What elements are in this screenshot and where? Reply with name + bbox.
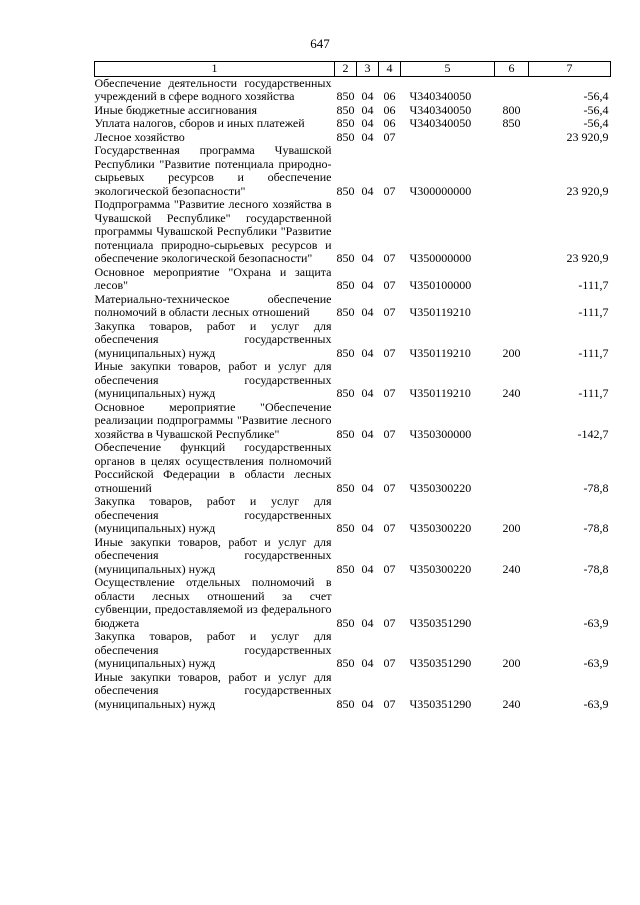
row-name: Обеспечение деятельности государственных учреждений в сфере водного хозяйства bbox=[94, 75, 332, 103]
row-article-code: Ч350100000 bbox=[409, 278, 472, 292]
row-sum: -56,4 bbox=[583, 102, 609, 117]
row-name: Подпрограмма "Развитие лесного хозяйства в Чувашской Республике" государственной программы Чувашской Республики "Развитие потенциала природно-сырьевых ресурсов и обеспечение экологической безопасности" bbox=[94, 197, 332, 265]
table-row bbox=[95, 144, 611, 198]
row-name: Иные закупки товаров, работ и услуг для обеспечения государственных (муниципальных) нужд bbox=[94, 359, 332, 400]
row-article-code: Ч350351290 bbox=[409, 696, 472, 711]
row-sum: -142,7 bbox=[577, 426, 609, 441]
row-sum: -111,7 bbox=[578, 386, 609, 400]
row-subsection-code: 07 bbox=[383, 129, 396, 144]
row-sum: -63,9 bbox=[583, 615, 609, 630]
row-section-code: 04 bbox=[361, 305, 374, 319]
row-expense-type: 200 bbox=[502, 521, 521, 535]
row-name: Иные бюджетные ассигнования bbox=[94, 102, 257, 117]
row-sum: -78,8 bbox=[583, 521, 609, 535]
row-expense-type: 240 bbox=[502, 386, 521, 400]
row-expense-type: 800 bbox=[502, 102, 521, 117]
row-ministry-code: 850 bbox=[336, 183, 355, 198]
row-ministry-code: 850 bbox=[336, 615, 355, 630]
row-subsection-code: 06 bbox=[383, 102, 396, 117]
row-subsection-code: 07 bbox=[383, 386, 396, 400]
row-ministry-code: 850 bbox=[336, 656, 355, 670]
row-expense-type bbox=[495, 76, 529, 104]
row-subsection-code: 07 bbox=[383, 615, 396, 630]
row-expense-type: 240 bbox=[502, 561, 521, 576]
header-col-3: 3 bbox=[357, 62, 379, 77]
row-article-code: Ч340340050 bbox=[409, 116, 472, 130]
row-name: Иные закупки товаров, работ и услуг для обеспечения государственных (муниципальных) нужд bbox=[94, 534, 332, 576]
row-name: Иные закупки товаров, работ и услуг для обеспечения государственных (муниципальных) нужд bbox=[94, 669, 332, 711]
header-col-1: 1 bbox=[95, 62, 335, 77]
row-ministry-code: 850 bbox=[336, 480, 355, 495]
table-row bbox=[95, 495, 611, 536]
row-name: Государственная программа Чувашской Республики "Развитие потенциала природно-сырьевых ресурсов и обеспечение экологической безопасности" bbox=[94, 143, 332, 198]
row-article-code: Ч350119210 bbox=[409, 305, 471, 319]
row-subsection-code: 07 bbox=[383, 426, 396, 441]
row-section-code: 04 bbox=[361, 102, 374, 117]
row-ministry-code: 850 bbox=[336, 89, 355, 103]
row-subsection-code: 07 bbox=[383, 561, 396, 576]
row-subsection-code: 07 bbox=[383, 656, 396, 670]
row-name: Закупка товаров, работ и услуг для обеспечения государственных (муниципальных) нужд bbox=[94, 629, 332, 670]
table-row bbox=[95, 131, 611, 145]
row-article-code: Ч300000000 bbox=[409, 183, 472, 198]
header-col-7: 7 bbox=[529, 62, 611, 77]
row-article-code: Ч350119210 bbox=[409, 386, 471, 400]
table-row bbox=[95, 320, 611, 361]
page-number: 647 bbox=[310, 36, 330, 51]
row-name: Основное мероприятие "Обеспечение реализации подпрограммы "Развитие лесного хозяйства в Чувашской Республике" bbox=[94, 399, 332, 441]
row-section-code: 04 bbox=[361, 89, 374, 103]
table-row bbox=[95, 576, 611, 630]
table-row bbox=[95, 536, 611, 577]
row-subsection-code: 07 bbox=[383, 183, 396, 198]
header-col-6: 6 bbox=[495, 62, 529, 77]
row-article-code: Ч350300220 bbox=[409, 480, 472, 495]
row-article-code: Ч350300220 bbox=[409, 561, 472, 576]
row-section-code: 04 bbox=[361, 521, 374, 535]
row-subsection-code: 07 bbox=[383, 251, 396, 265]
row-article-code: Ч350300000 bbox=[409, 426, 472, 441]
row-sum: -63,9 bbox=[583, 696, 609, 711]
row-sum: 23 920,9 bbox=[566, 129, 609, 144]
row-name: Лесное хозяйство bbox=[94, 129, 185, 144]
row-article-code: Ч350351290 bbox=[409, 656, 472, 670]
row-sum: 23 920,9 bbox=[566, 251, 609, 265]
row-sum: -56,4 bbox=[583, 116, 609, 130]
row-expense-type bbox=[495, 266, 529, 293]
row-section-code: 04 bbox=[361, 116, 374, 130]
row-ministry-code: 850 bbox=[336, 345, 355, 360]
row-name: Уплата налогов, сборов и иных платежей bbox=[94, 116, 305, 130]
row-section-code: 04 bbox=[361, 251, 374, 265]
table-row bbox=[95, 401, 611, 442]
row-subsection-code: 07 bbox=[383, 278, 396, 292]
row-ministry-code: 850 bbox=[336, 386, 355, 400]
row-sum: -63,9 bbox=[583, 656, 609, 670]
row-section-code: 04 bbox=[361, 615, 374, 630]
row-section-code: 04 bbox=[361, 426, 374, 441]
row-article-code: Ч350119210 bbox=[409, 345, 471, 360]
header-col-5: 5 bbox=[401, 62, 495, 77]
row-article-code: Ч350300220 bbox=[409, 521, 472, 535]
row-expense-type: 850 bbox=[502, 116, 521, 130]
row-name: Осуществление отдельных полномочий в области лесных отношений за счет субвенции, предоставляемой из федерального бюджета bbox=[94, 575, 332, 630]
row-ministry-code: 850 bbox=[336, 561, 355, 576]
row-subsection-code: 07 bbox=[383, 521, 396, 535]
row-section-code: 04 bbox=[361, 183, 374, 198]
row-sum: -111,7 bbox=[578, 345, 609, 360]
row-subsection-code: 07 bbox=[383, 345, 396, 360]
table-row bbox=[95, 198, 611, 266]
row-section-code: 04 bbox=[361, 696, 374, 711]
table-row bbox=[95, 293, 611, 320]
row-ministry-code: 850 bbox=[336, 251, 355, 265]
table-row bbox=[95, 117, 611, 131]
table-row bbox=[95, 266, 611, 293]
row-article-code: Ч350351290 bbox=[409, 615, 472, 630]
budget-table bbox=[94, 61, 611, 711]
row-section-code: 04 bbox=[361, 278, 374, 292]
row-name: Материально-техническое обеспечение полномочий в области лесных отношений bbox=[94, 291, 332, 319]
row-section-code: 04 bbox=[361, 345, 374, 360]
row-subsection-code: 06 bbox=[383, 116, 396, 130]
row-ministry-code: 850 bbox=[336, 278, 355, 292]
table-header-row bbox=[95, 62, 611, 77]
row-expense-type: 200 bbox=[502, 656, 521, 670]
row-expense-type bbox=[495, 198, 529, 266]
row-name: Основное мероприятие "Охрана и защита лесов" bbox=[94, 264, 332, 292]
row-sum: -111,7 bbox=[578, 278, 609, 292]
table-row bbox=[95, 441, 611, 495]
row-subsection-code: 07 bbox=[383, 480, 396, 495]
row-ministry-code: 850 bbox=[336, 426, 355, 441]
row-section-code: 04 bbox=[361, 386, 374, 400]
row-name: Обеспечение функций государственных органов в целях осуществления полномочий Российской Федерации в области лесных отношений bbox=[94, 440, 332, 495]
row-name: Закупка товаров, работ и услуг для обеспечения государственных (муниципальных) нужд bbox=[94, 318, 332, 360]
table-row bbox=[95, 104, 611, 118]
row-article-code: Ч350000000 bbox=[409, 251, 472, 265]
row-expense-type: 240 bbox=[502, 696, 521, 711]
row-sum: -78,8 bbox=[583, 561, 609, 576]
row-expense-type bbox=[495, 293, 529, 320]
row-sum: -78,8 bbox=[583, 480, 609, 495]
row-article-code: Ч340340050 bbox=[409, 89, 472, 103]
row-article-code: Ч340340050 bbox=[409, 102, 472, 117]
row-expense-type bbox=[495, 401, 529, 442]
table-row bbox=[95, 76, 611, 104]
table-row bbox=[95, 671, 611, 712]
row-ministry-code: 850 bbox=[336, 116, 355, 130]
row-subsection-code: 07 bbox=[383, 305, 396, 319]
row-name: Закупка товаров, работ и услуг для обеспечения государственных (муниципальных) нужд bbox=[94, 494, 332, 535]
row-section-code: 04 bbox=[361, 129, 374, 144]
row-expense-type: 200 bbox=[502, 345, 521, 360]
row-sum: 23 920,9 bbox=[566, 183, 609, 198]
row-ministry-code: 850 bbox=[336, 696, 355, 711]
row-section-code: 04 bbox=[361, 561, 374, 576]
row-expense-type bbox=[495, 576, 529, 630]
row-sum: -56,4 bbox=[583, 89, 609, 103]
row-article-code bbox=[401, 131, 495, 145]
row-section-code: 04 bbox=[361, 656, 374, 670]
row-expense-type bbox=[495, 131, 529, 145]
row-expense-type bbox=[495, 144, 529, 198]
row-ministry-code: 850 bbox=[336, 129, 355, 144]
row-section-code: 04 bbox=[361, 480, 374, 495]
row-ministry-code: 850 bbox=[336, 521, 355, 535]
row-ministry-code: 850 bbox=[336, 102, 355, 117]
row-ministry-code: 850 bbox=[336, 305, 355, 319]
header-col-4: 4 bbox=[379, 62, 401, 77]
row-sum: -111,7 bbox=[578, 305, 609, 319]
table-row bbox=[95, 630, 611, 671]
table-body bbox=[95, 76, 611, 711]
row-subsection-code: 06 bbox=[383, 89, 396, 103]
row-subsection-code: 07 bbox=[383, 696, 396, 711]
row-expense-type bbox=[495, 441, 529, 495]
header-col-2: 2 bbox=[335, 62, 357, 77]
table-row bbox=[95, 360, 611, 401]
